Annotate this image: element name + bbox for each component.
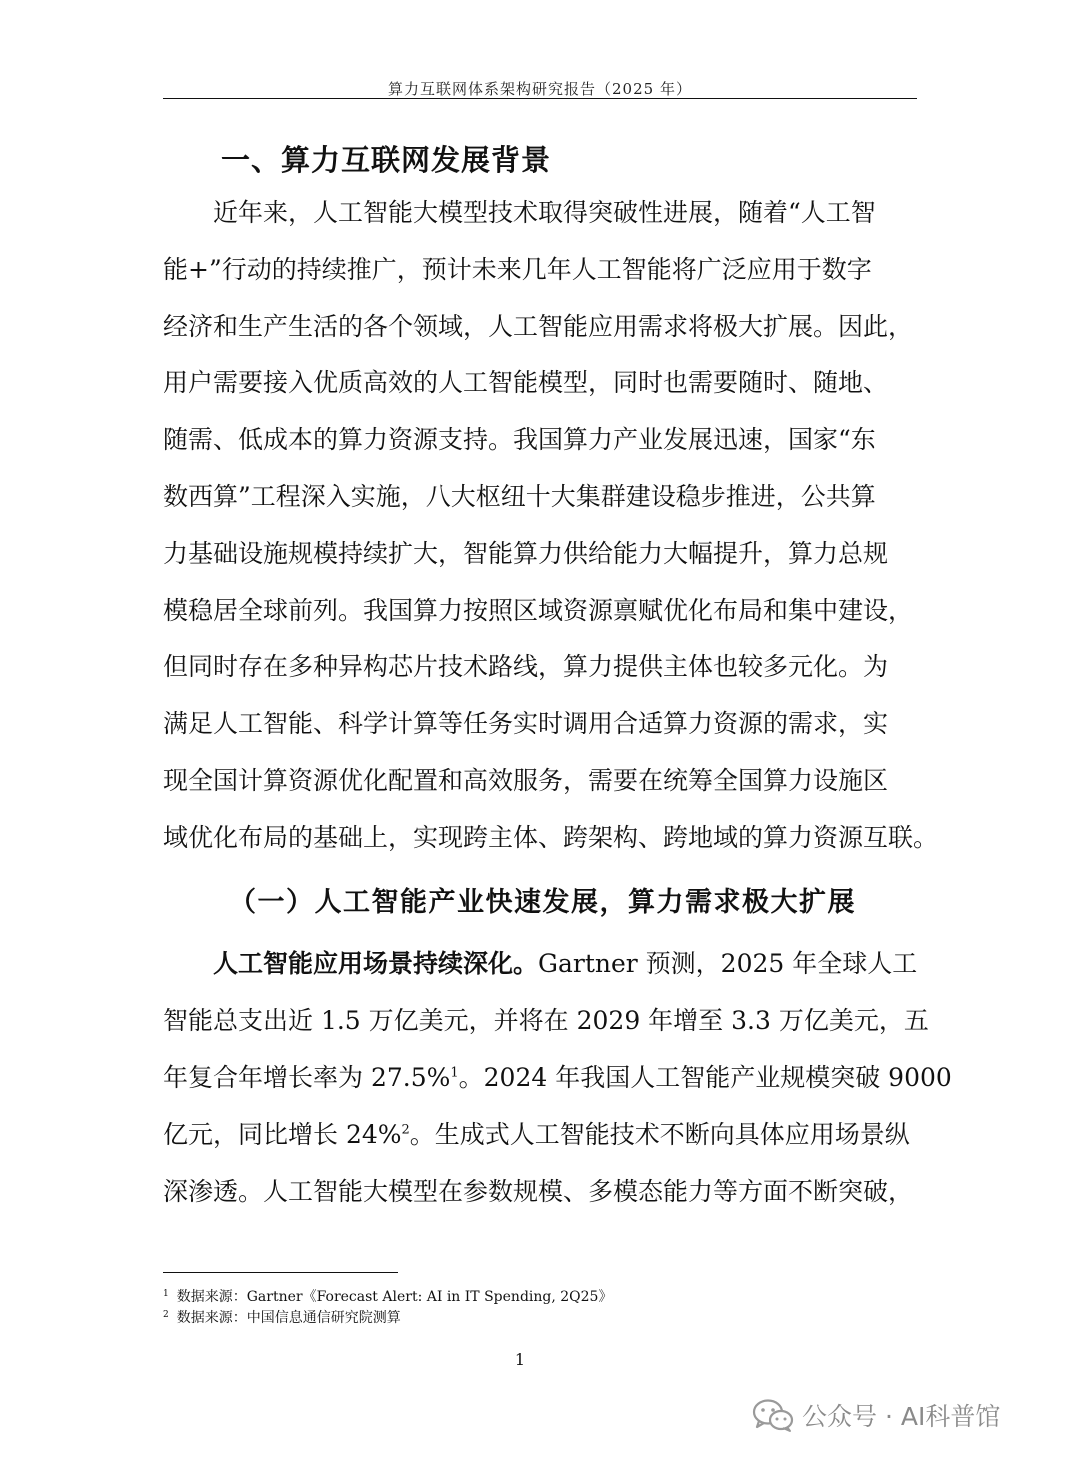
paragraph-line: 但同时存在多种异构芯片技术路线，算力提供主体也较多元化。为 — [163, 652, 889, 681]
paragraph-line: 近年来，人工智能大模型技术取得突破性进展，随着“人工智 — [213, 198, 876, 227]
paragraph-line: 域优化布局的基础上，实现跨主体、跨架构、跨地域的算力资源互联。 — [163, 823, 939, 852]
footnote-text: 数据来源：中国信息通信研究院测算 — [176, 1310, 401, 1326]
paragraph-text: Gartner 预测，2025 年全球人工 — [538, 949, 918, 978]
paragraph-line: 智能总支出近 1.5 万亿美元，并将在 2029 年增至 3.3 万亿美元，五 — [163, 1006, 929, 1035]
watermark — [752, 1391, 1000, 1439]
paragraph-line — [213, 944, 918, 980]
page-number: 1 — [514, 1350, 526, 1369]
paragraph-line: 随需、低成本的算力资源支持。我国算力产业发展迅速，国家“东 — [163, 425, 876, 454]
footnote-2 — [163, 1307, 401, 1327]
wechat-icon — [752, 1397, 794, 1433]
paragraph-line: 模稳居全球前列。我国算力按照区域资源禀赋优化布局和集中建设， — [163, 596, 914, 625]
paragraph-line — [163, 1115, 910, 1151]
paragraph-text: 年复合年增长率为 27.5% — [163, 1063, 451, 1092]
footnote-mark: 2 — [163, 1310, 169, 1320]
footnote-ref-1[interactable]: 1 — [450, 1065, 459, 1081]
paragraph-text: 。生成式人工智能技术不断向具体应用场景纵 — [409, 1120, 910, 1149]
paragraph-text: 亿元，同比增长 24% — [163, 1120, 402, 1149]
footnote-divider — [163, 1272, 398, 1273]
paragraph-line: 数西算”工程深入实施，八大枢纽十大集群建设稳步推进，公共算 — [163, 482, 876, 511]
paragraph-line — [163, 1058, 952, 1094]
paragraph-line: 能+”行动的持续推广，预计未来几年人工智能将广泛应用于数字 — [163, 255, 872, 284]
paragraph-line: 满足人工智能、科学计算等任务实时调用合适算力资源的需求，实 — [163, 709, 889, 738]
subsection-title: （一）人工智能产业快速发展，算力需求极大扩展 — [229, 887, 856, 918]
paragraph-line: 经济和生产生活的各个领域，人工智能应用需求将极大扩展。因此， — [163, 312, 914, 341]
paragraph-line: 用户需要接入优质高效的人工智能模型，同时也需要随时、随地、 — [163, 368, 889, 397]
footnote-text: 数据来源：Gartner《Forecast Alert: AI in IT Spending, 2Q25》 — [176, 1289, 613, 1305]
section-title: 一、算力互联网发展背景 — [221, 143, 552, 177]
watermark-text: 公众号 · AI科普馆 — [802, 1402, 1001, 1431]
paragraph-line: 力基础设施规模持续扩大，智能算力供给能力大幅提升，算力总规 — [163, 539, 889, 568]
footnote-ref-2[interactable]: 2 — [401, 1122, 410, 1138]
paragraph-line: 深渗透。人工智能大模型在参数规模、多模态能力等方面不断突破， — [163, 1177, 914, 1206]
paragraph-line: 现全国计算资源优化配置和高效服务，需要在统筹全国算力设施区 — [163, 766, 889, 795]
bold-lead-sentence: 人工智能应用场景持续深化。 — [213, 949, 539, 978]
paragraph-text: 。2024 年我国人工智能产业规模突破 9000 — [458, 1063, 952, 1092]
footnote-mark: 1 — [163, 1289, 169, 1299]
header-divider — [163, 98, 917, 99]
running-header: 算力互联网体系架构研究报告（2025 年） — [388, 80, 692, 98]
footnote-1 — [163, 1286, 612, 1306]
